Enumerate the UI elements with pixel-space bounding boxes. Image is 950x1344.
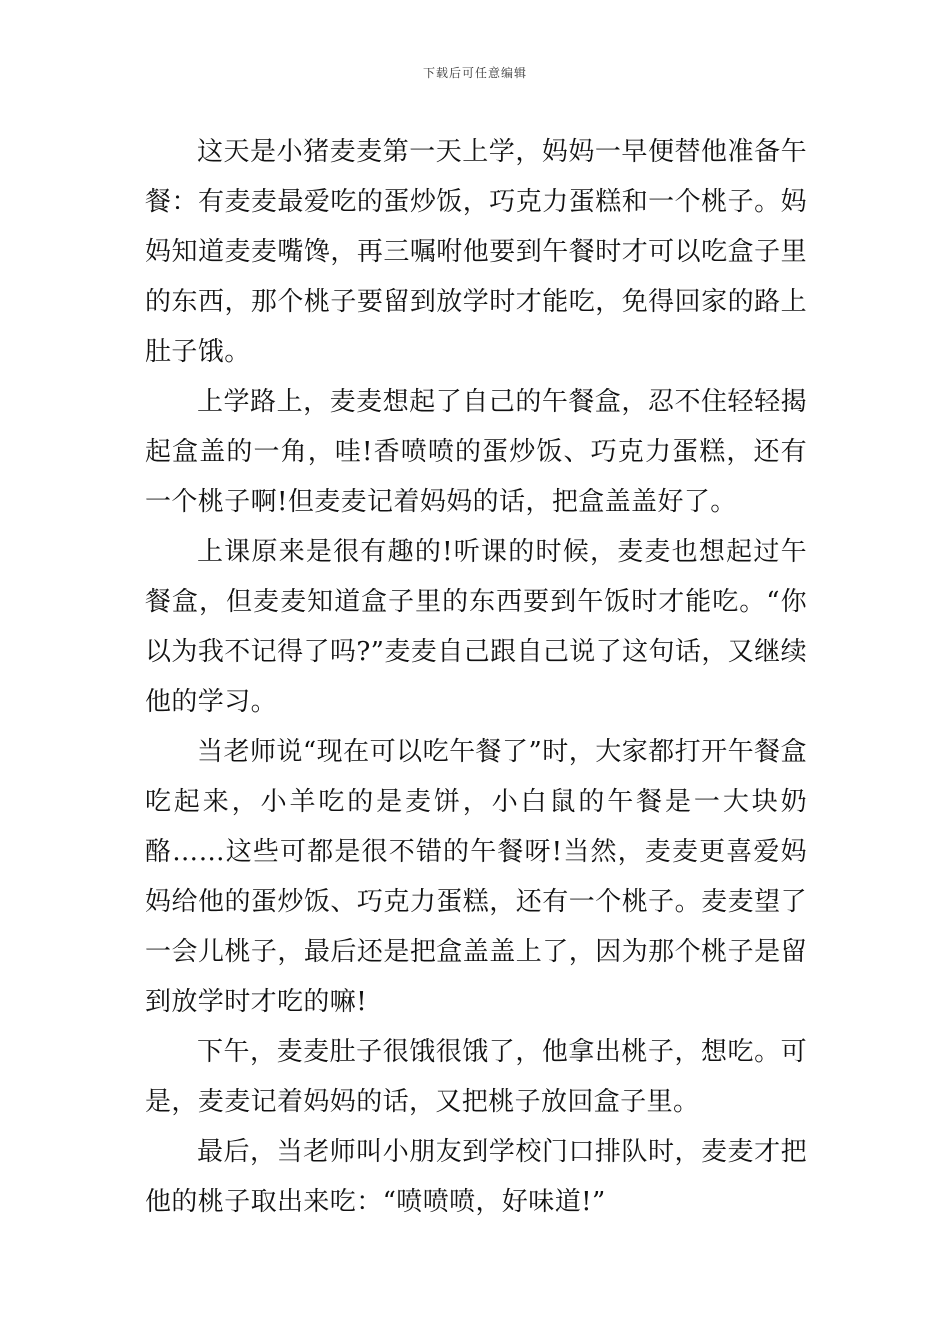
paragraph-6: 最后，当老师叫小朋友到学校门口排队时，麦麦才把他的桃子取出来吃：“喷喷喷，好味道!” xyxy=(145,1137,807,1217)
paragraph-4: 当老师说“现在可以吃午餐了”时，大家都打开午餐盒吃起来，小羊吃的是麦饼，小白鼠的午餐是一大块奶酪……这些可都是很不错的午餐呀!当然，麦麦更喜爱妈妈给他的蛋炒饭、巧克力蛋糕，还有一个桃子。麦麦望了一会儿桃子，最后还是把盒盖盖上了，因为那个桃子是留到放学时才吃的嘛! xyxy=(145,737,807,1017)
paragraph-5: 下午，麦麦肚子很饿很饿了，他拿出桃子，想吃。可是，麦麦记着妈妈的话，又把桃子放回盒子里。 xyxy=(145,1037,807,1117)
paragraph-2: 上学路上，麦麦想起了自己的午餐盒，忍不住轻轻揭起盒盖的一角，哇!香喷喷的蛋炒饭、巧克力蛋糕，还有一个桃子啊!但麦麦记着妈妈的话，把盒盖盖好了。 xyxy=(145,387,807,517)
paragraph-3: 上课原来是很有趣的!听课的时候，麦麦也想起过午餐盒，但麦麦知道盒子里的东西要到午饭时才能吃。“你以为我不记得了吗?”麦麦自己跟自己说了这句话，又继续他的学习。 xyxy=(145,537,807,717)
header-note: 下载后可任意编辑 xyxy=(422,66,527,80)
story-body xyxy=(145,127,807,1227)
paragraph-1: 这天是小猪麦麦第一天上学，妈妈一早便替他准备午餐：有麦麦最爱吃的蛋炒饭，巧克力蛋糕和一个桃子。妈妈知道麦麦嘴馋，再三嘱咐他要到午餐时才可以吃盒子里的东西，那个桃子要留到放学时才能吃，免得回家的路上肚子饿。 xyxy=(145,137,807,367)
